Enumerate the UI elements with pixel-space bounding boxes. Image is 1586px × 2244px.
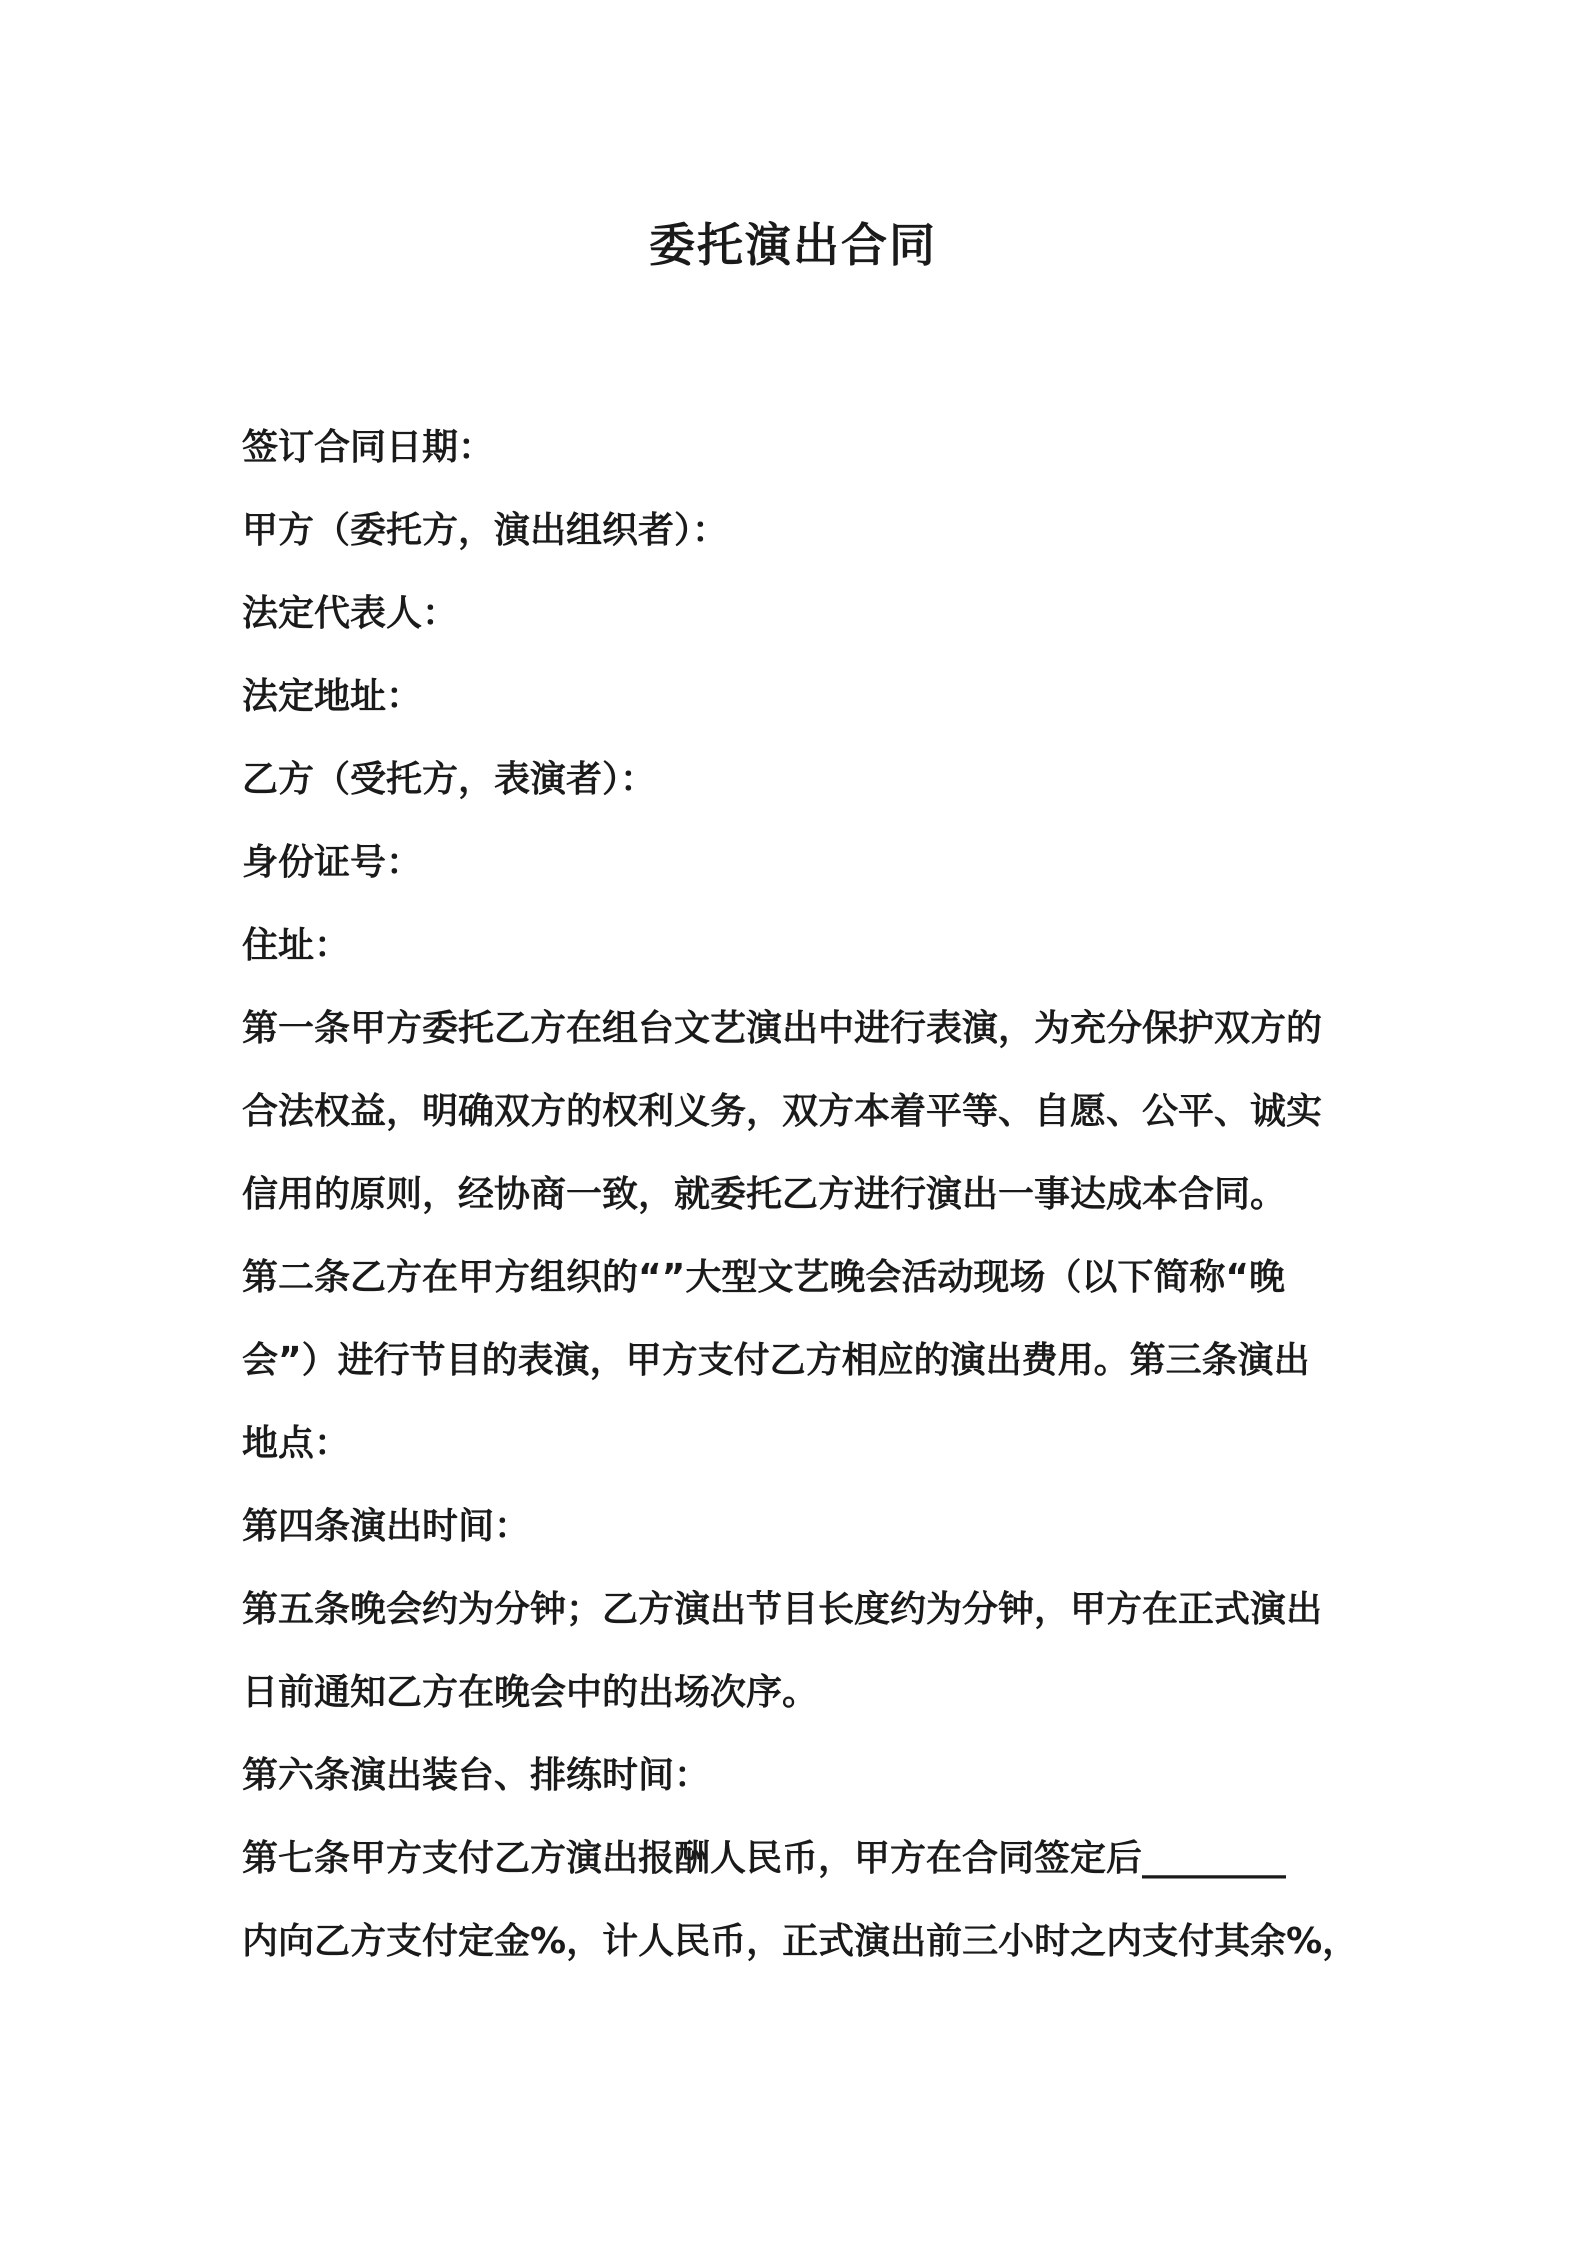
clause-7-line: 内向乙方支付定金%，计人民币，正式演出前三小时之内支付其余%，	[242, 1921, 1359, 1962]
clause-1-line: 合法权益，明确双方的权利义务，双方本着平等、自愿、公平、诚实	[242, 1091, 1323, 1132]
clause-7-line: 第七条甲方支付乙方演出报酬人民币，甲方在合同签定后________	[242, 1838, 1287, 1879]
clause-6: 第六条演出装台、排练时间：	[242, 1755, 711, 1796]
clause-2-line: 第二条乙方在甲方组织的“”大型文艺晚会活动现场（以下简称“晚	[242, 1257, 1285, 1298]
document-body	[242, 406, 1359, 1983]
clause-1-line: 第一条甲方委托乙方在组台文艺演出中进行表演，为充分保护双方的	[242, 1008, 1323, 1049]
field-id-number: 身份证号：	[242, 842, 423, 883]
field-party-b: 乙方（受托方，表演者）：	[242, 759, 657, 800]
clause-1	[242, 987, 1352, 1236]
clause-2-3	[242, 1236, 1352, 1485]
clause-3-line: 地点：	[242, 1423, 351, 1464]
clause-5-line: 第五条晚会约为分钟；乙方演出节目长度约为分钟，甲方在正式演出	[242, 1589, 1323, 1630]
field-address: 住址：	[242, 925, 351, 966]
field-signing-date: 签订合同日期：	[242, 427, 495, 468]
document-title: 委托演出合同	[649, 218, 937, 272]
field-legal-representative: 法定代表人：	[242, 593, 459, 634]
clause-5	[242, 1568, 1352, 1734]
field-legal-address: 法定地址：	[242, 676, 423, 717]
clause-1-line: 信用的原则，经协商一致，就委托乙方进行演出一事达成本合同。	[242, 1174, 1287, 1215]
clause-4: 第四条演出时间：	[242, 1506, 531, 1547]
clause-5-line: 日前通知乙方在晚会中的出场次序。	[242, 1672, 819, 1713]
clause-7	[242, 1817, 1359, 1983]
field-party-a: 甲方（委托方，演出组织者）：	[242, 510, 729, 551]
clause-2-line: 会”）进行节目的表演，甲方支付乙方相应的演出费用。第三条演出	[242, 1340, 1310, 1381]
